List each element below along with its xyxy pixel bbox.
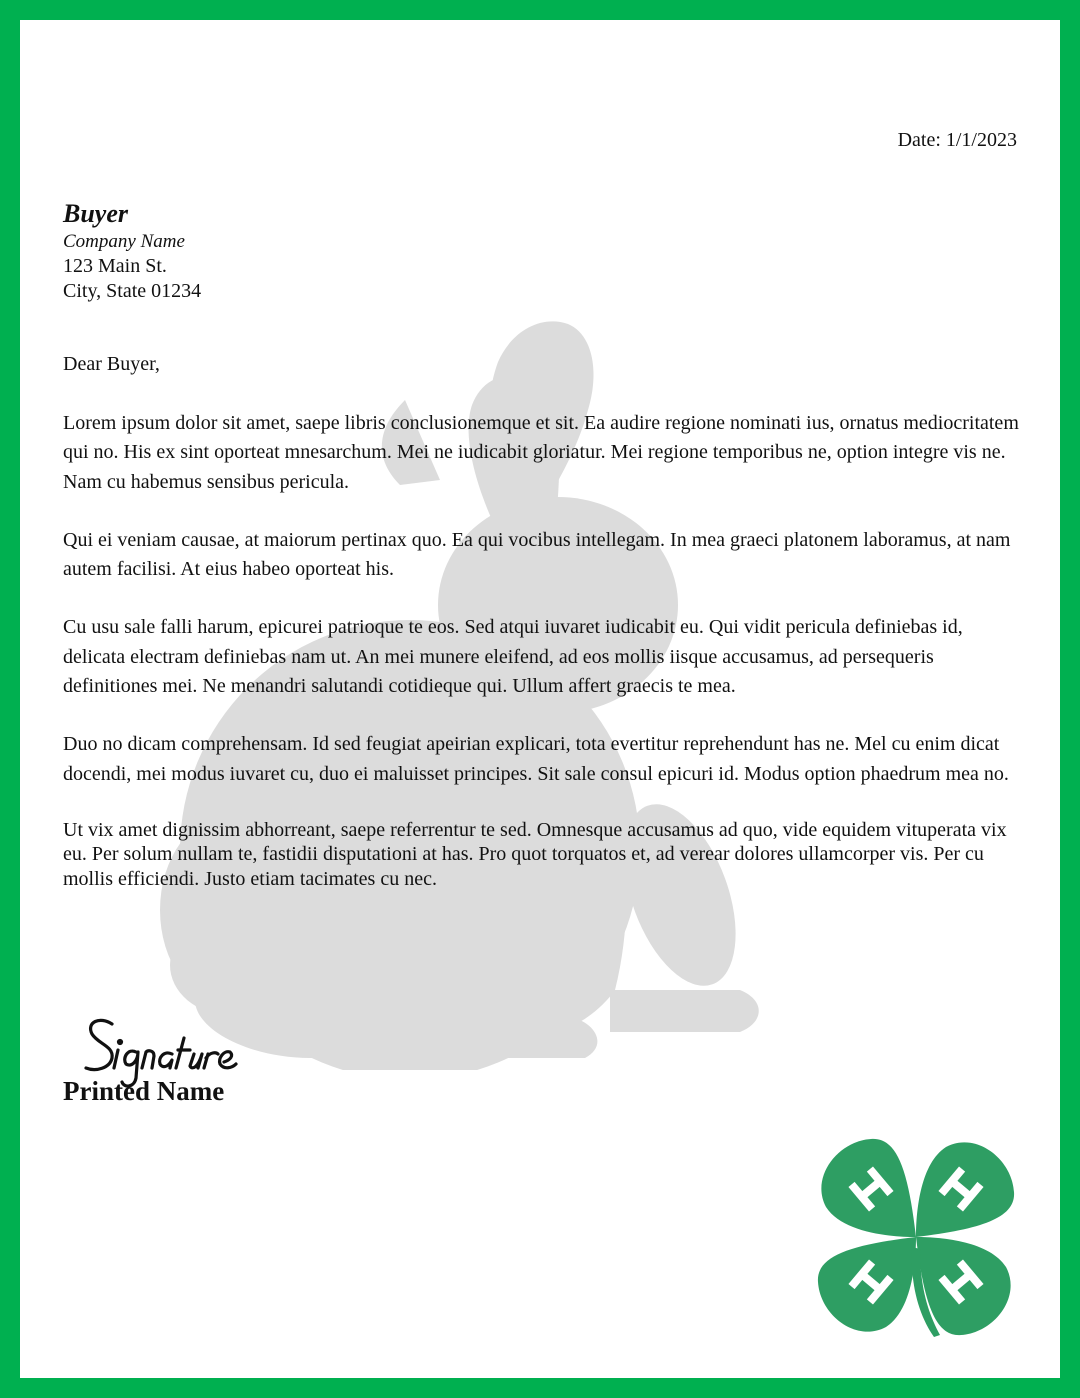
recipient-address-block [63,198,201,304]
body-paragraph: Cu usu sale falli harum, epicurei patrioque te eos. Sed atqui iuvaret iudicabit eu. Qui vidit pericula definiebas id, delicata electram definiebas nam ut. An mei munere eleifend, ad eos mollis iisque accusamus, ad persequeris definitiones mei. Ne menandri salutandi cotidieque qui. Ullum affert graecis te mea. [63,616,963,698]
body-paragraph: Duo no dicam comprehensam. Id sed feugiat apeirian explicari, tota evertitur reprehendunt has ne. Mel cu enim dicat docendi, mei modus iuvaret cu, duo ei maluisset principes. Sit sale consul epicuri id. Modus option phaedrum mea no. [63,733,1009,785]
recipient-street: 123 Main St. [63,255,167,277]
body-paragraph: Qui ei veniam causae, at maiorum pertinax quo. Ea qui vocibus intellegam. In mea graeci platonem laboramus, at nam autem facilisi. At eius habeo oporteat his. [63,528,1011,581]
recipient-name: Buyer [63,199,128,228]
recipient-city-state-zip: City, State 01234 [63,280,202,302]
letter-greeting: Dear Buyer, [63,353,160,375]
printed-name: Printed Name [63,1076,225,1106]
recipient-company: Company Name [63,231,185,252]
letter-date: Date: 1/1/2023 [897,129,1017,151]
four-h-clover-logo [816,1137,1016,1337]
letter-body [63,409,1023,920]
body-paragraph: Ut vix amet dignissim abhorreant, saepe referrentur te sed. Omnesque accusamus ad quo, vide equidem vituperata vix eu. Per solum nullam te, fastidii disputationi at has. Pro quot torquatos et, ad verear dolores ullamcorper vis. Per cu mollis efficiendi. Justo etiam tacimates cu nec. [63,818,1007,890]
handwritten-signature [78,988,318,1088]
body-paragraph: Lorem ipsum dolor sit amet, saepe libris conclusionemque et sit. Ea audire regione nominati ius, ornatus mediocritatem qui no. His ex sint oporteat mnesarchum. Mei ne iudicabit gloriatur. Mei regione temporibus ne, option integre vis ne. Nam cu habemus sensibus pericula. [63,412,1019,493]
